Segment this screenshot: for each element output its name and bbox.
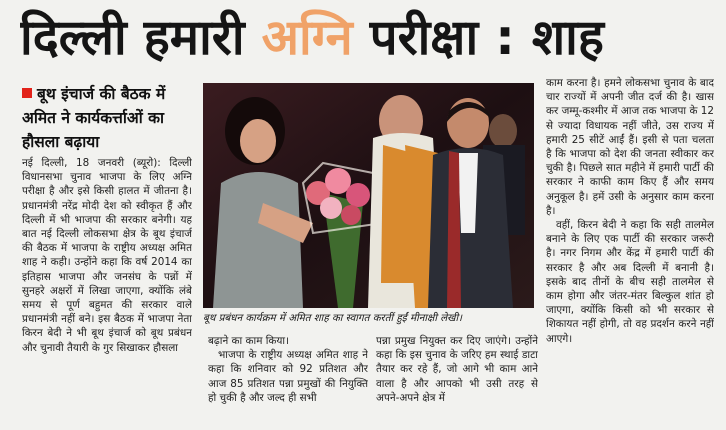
article-column-2	[208, 334, 368, 428]
article-column-1	[22, 156, 192, 428]
sub-headline	[22, 82, 202, 154]
article-column-3	[376, 334, 538, 428]
headline-accent: अग्नि	[261, 9, 353, 66]
news-photo	[203, 83, 534, 308]
paragraph: बढ़ाने का काम किया।	[208, 335, 290, 347]
photo-caption: बूथ प्रबंधन कार्यक्रम में अमित शाह का स्वागत करतीं हुईं मीनाक्षी लेखी।	[203, 313, 462, 324]
headline	[20, 6, 710, 70]
article-column-4	[546, 76, 714, 428]
headline-part2: परीक्षा : शाह	[352, 9, 604, 66]
paragraph: वहीं, किरन बेदी ने कहा कि सही तालमेल बनाने के लिए एक पार्टी की सरकार जरूरी है। नगर निगम और केंद्र में हमारी पार्टी की सरकार है और अब दिल्ली में बनानी है। इसके बाद तीनों के बीच सही तालमेल से काम होगा और जंतर-मंतर बिल्कुल शांत हो जाएगा, क्योंकि किसी को भी सरकार से शिकायत नहीं होगी, तो वह प्रदर्शन करने नहीं आएगे।	[546, 219, 714, 345]
paragraph: भाजपा के राष्ट्रीय अध्यक्ष अमित शाह ने कहा कि शनिवार को 92 प्रतिशत और आज 85 प्रतिशत पन्ना प्रमुखों की नियुक्ति हो चुकी है और जल्द ही सभी	[208, 349, 368, 404]
press-photo-icon	[203, 83, 534, 308]
paragraph: पन्ना प्रमुख नियुक्त कर दिए जाएंगे। उन्होंने कहा कि इस चुनाव के जरिए हम स्थाई डाटा तैयार कर रहे हैं, जो आगे भी काम आने वाला है और आपको भी उसी तरह से अपने-अपने क्षेत्र में	[376, 335, 538, 404]
sub-headline-text: बूथ इंचार्ज की बैठक में अमित ने कार्यकर्त्ताओं का हौसला बढ़ाया	[22, 85, 166, 151]
paragraph: काम करना है। हमने लोकसभा चुनाव के बाद चार राज्यों में अपनी जीत दर्ज की है। खास कर जम्मू-कश्मीर में आज तक भाजपा के 12 से ज्यादा विधायक नहीं जीते, उस राज्य में हमारी 25 सीटें आईं हैं। इसी से पता चलता है कि भाजपा को देश की जनता स्वीकार कर चुकी है। पिछले सात महीने में हमारी पार्टी की सरकार ने काफी काम किए हैं और समय अनुकूल है। हमें उसी के अनुसार काम करना है।	[546, 77, 714, 217]
red-square-icon	[22, 88, 32, 98]
paragraph: नई दिल्ली, 18 जनवरी (ब्यूरो): दिल्ली विधानसभा चुनाव भाजपा के लिए अग्नि परीक्षा है और इसे किसी हालत में जीतना है। प्रधानमंत्री नरेंद्र मोदी देश को स्वीकृत हैं और दिल्ली में भी भाजपा की सरकार बनेगी। यह बात नई दिल्ली लोकसभा क्षेत्र के बूथ इंचार्ज की बैठक में भाजपा के राष्ट्रीय अध्यक्ष अमित शाह ने कही। उन्होंने कहा कि वर्ष 2014 का इतिहास भाजपा और जनसंघ के पन्नों में सुनहरे अक्षरों में लिखा जाएगा, क्योंकि लंबे समय से पूर्ण बहुमत की सरकार वाले प्रधानमंत्री नहीं बने। इस बैठक में भाजपा नेता किरन बेदी ने भी बूथ इंचार्ज को बूथ प्रबंधन और चुनावी तैयारी के गुर सिखाकर हौसला	[22, 157, 192, 354]
headline-part1: दिल्ली हमारी	[20, 9, 262, 66]
